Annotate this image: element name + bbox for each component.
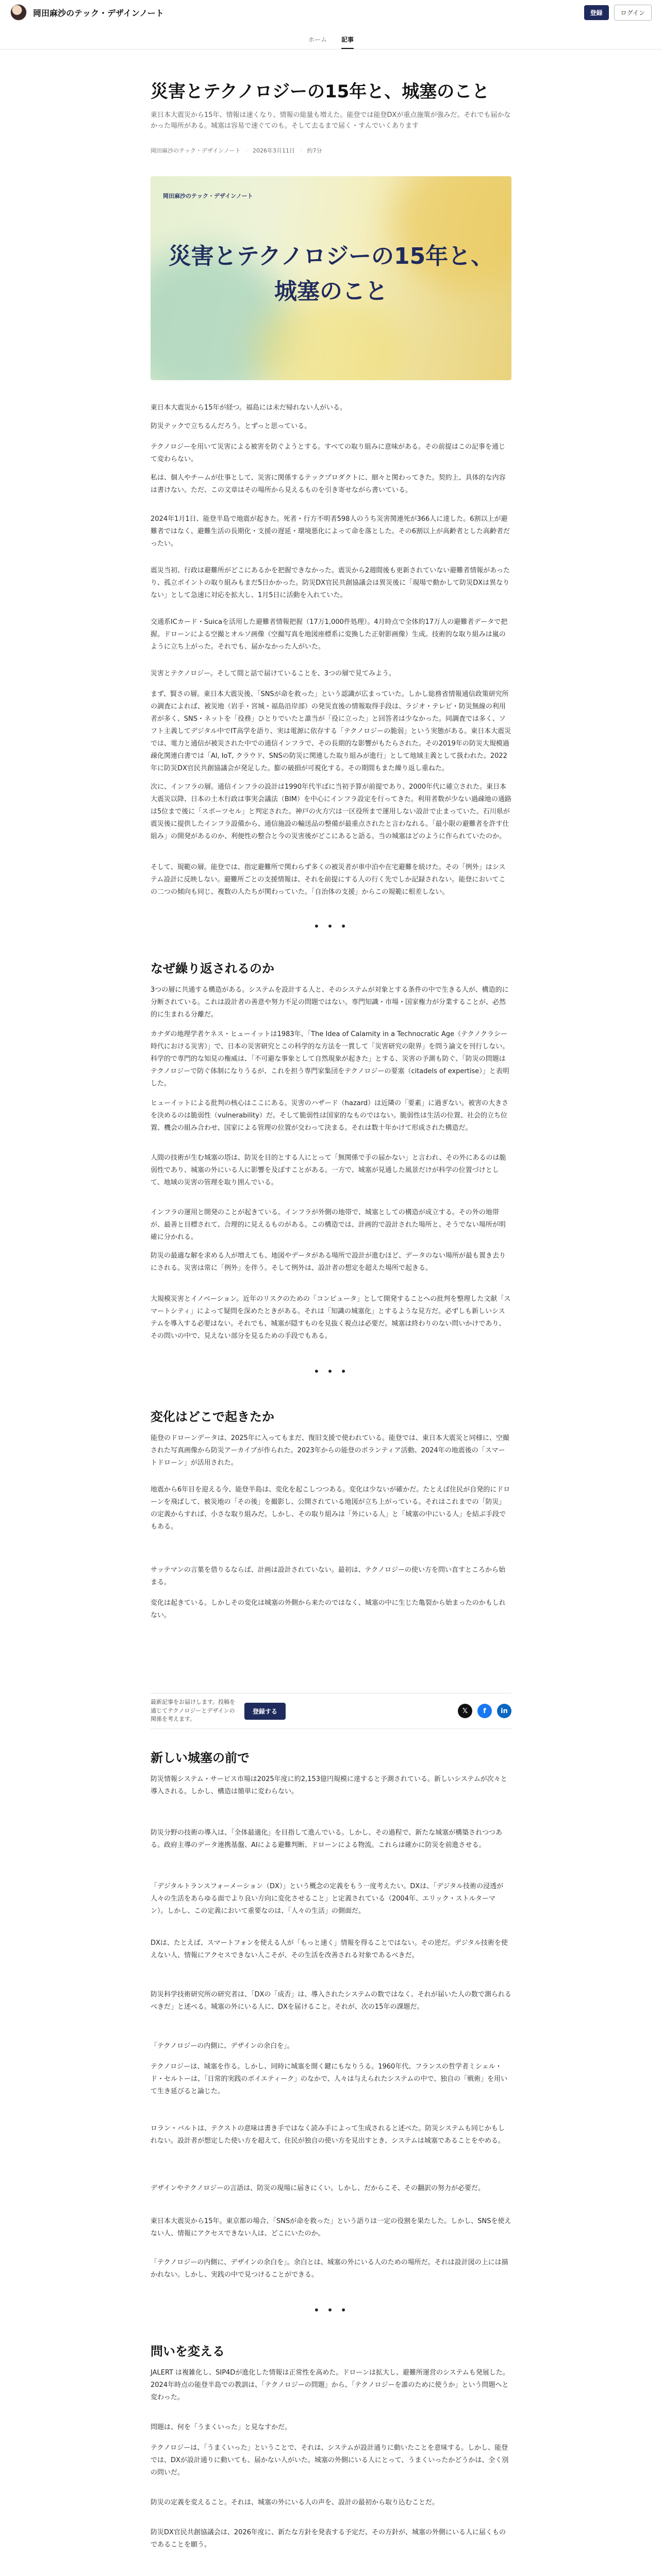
nav-tabs [0, 29, 662, 49]
paragraph: サッテマンの言葉を借りるならば、計画は設計されていない。最初は、テクノロジーの使い方を問い直すところから始まる。 [151, 1566, 505, 1587]
hero-caption: 岡田麻沙のテック・デザインノート [163, 193, 253, 199]
paragraph: 防災DX官民共創協議会は、2026年度に、新たな方針を発表する予定だ。その方針が、城塞の外側にいる人に届くものであることを願う。 [151, 2529, 506, 2549]
section-heading: なぜ繰り返されるのか [151, 961, 274, 976]
post-author[interactable]: 岡田麻沙のテック・デザインノート [151, 147, 241, 154]
paragraph: 災害とテクノロジー。そして間と話で届けていることを、3つの層で見てみよう。 [151, 670, 395, 677]
paragraph: 問題は、何を「うまくいった」と見なすかだ。 [151, 2424, 292, 2431]
paragraph: 防災の定義を変えること。それは、城塞の外にいる人の声を、設計の最初から取り込むことだ。 [151, 2499, 439, 2506]
paragraph: 防災科学技術研究所の研究者は、「DXの「成否」は、導入されたシステムの数ではなく、それが届いた人の数で測られるべきだ」と述べる。城塞の外にいる人に、DXを届けること。それが、次の15年の課題だ。 [151, 1991, 511, 2011]
tab-articles[interactable]: 記事 [341, 29, 354, 49]
paragraph: 防災情報システム・サービス市場は2025年度に約2,153億円規模に達すると予測されている。新しいシステムが次々と導入される。しかし、構造は簡単に変わらない。 [151, 1775, 507, 1796]
paragraph: 東日本大震災から15年が経つ。福島には未だ帰れない人がいる。 [151, 404, 347, 412]
page-title: 災害とテクノロジーの15年と、城塞のこと [151, 81, 490, 102]
read-time: 約7分 [307, 147, 322, 154]
post-subtitle: 東日本大震災から15年、情報は速くなり、情報の総量も増えた。能登では能登DXが重点施策が強みだ。それでも届かなかった場所がある。城塞は容易で速ぐてのも。そして去るまで届く・すんでいくあります [151, 111, 511, 130]
paragraph: 能登のドローンデータは、2025年に入ってもまだ、復旧支援で使われている。能登では、東日本大震災と同様に、空撮された写真画像から防災アーカイブが作られた。2023年からの能登のボランティア活動、2024年の地震後の「スマートドローン」が活用された。 [151, 1434, 509, 1467]
paragraph: 防災の最適な解を求める人が増えても、地図やデータがある場所で設計が進むほど、データのない場所が最も置き去りにされる。災害は常に「例外」を伴う。そして例外は、設計者の想定を超えた場所で起きる。 [151, 1252, 506, 1273]
paragraph: テクノロジーを用いて災害による被害を防ぐようとする。すべての取り組みに意味がある。その前提はこの記事を通じて変わらない。 [151, 443, 505, 464]
subscribe-button[interactable]: 登録 [584, 5, 609, 20]
subscribe-prompt: 最新記事をお届けします。投稿を通じてテクノロジーとデザインの関係を考えます。 [151, 1699, 236, 1723]
section-divider: • • • [313, 1365, 349, 1378]
paragraph: カナダの地理学者ケネス・ヒューイットは1983年、「The Idea of Calamity in a Technocratic Age（テクノクラシー時代における災害）」で、日本の災害研究とこの科学的な方法を一貫して「災害研究の限界」を問う論文を刊行しない。科学的で専門的な知見の権威は、「不可避な事象として自然現象が起きた」とする、災害の予測も防ぐ、「防災の問題はテクノロジーで防ぐ体制になりうるが、これを担う専門家集団をテクノロジーの要塞（citadels of expertise）」と表明した。 [151, 1030, 509, 1088]
hero-title-line: 城塞のこと [274, 278, 388, 305]
paragraph: 防災テックで立ちるんだろう。とずっと思っている。 [151, 422, 311, 430]
paragraph: 「テクノロジーの内側に、デザインの余白を」。余白とは、城塞の外にいる人のための場所だ。それは設計図の上には描かれない。しかし、実践の中で見つけることができる。 [151, 2259, 508, 2279]
site-title[interactable]: 岡田麻沙のテック・デザインノート [33, 8, 164, 18]
tab-home[interactable]: ホーム [308, 36, 327, 43]
paragraph: DXは、たとえば、スマートフォンを使える人が「もっと速く」情報を得ることではない。その逆だ。デジタル技術を使えない人、情報にアクセスできない人こそが、その生活を改善される対象であるべきだ。 [151, 1939, 508, 1960]
paragraph: 次に、インフラの層。通信インフラの設計は1990年代半ばに当初予算が前提であり、2000年代に確立された。東日本大震災以降、日本の土木行政は事実会議法（BIM）を中心にインフラ設定を行ってきた。利用者数が少ない過疎地の通路は5位まで後に「スポーツセル」と判定された。神戸の火方穴は一区役所まで運用しない設計で止まっていた。石川県が震災後に提供したインフラ設備から、通信施設の輸送品の整備が最重点されたと言わなれる。「最小限の避難者を許す仕組み」の開発があるのか、利便性の整合と今の災害後がどこにあると語る。当の城塞はどのように作られていたのか。 [151, 783, 511, 841]
post-meta [151, 146, 511, 155]
paragraph: まず、賢さの層。東日本大震災後、「SNSが命を救った」という認識が広まっていた。しかし総務省情報通信政策研究所の調査によれば、被災地（岩手・宮城・福島沿岸部）の発災直後の情報取得手段は、ラジオ・テレビ・防災無線の利用者が多く、SNS・ネットを「役務」ひとりでいたと誰当が「役に立った」と回答者は少なかった。同調査では多く、ソフト主義してデジタル中でIT高学を語り、実は電源に依存する「テクノロジーの脆弱」という実態がある。東日本大震災では、電力と通信が被災された中での通信インフラで、その長期的な影響がもたらされた。その2019年の防災大規模過疎化関連白書では「Al, IoT, クラウド、SNSの防災に関連した取り組みが進行」として地域主義として扱われた。2022年に防災DX官民共創協議会が発足した。膨の破損が可視化する。その期間もまた繰り返し重ねた。 [151, 690, 511, 773]
hero-title-line: 災害とテクノロジーの15年と、 [168, 243, 494, 269]
inline-subscribe-button[interactable]: 登録する [244, 1703, 286, 1720]
paragraph: 変化は起きている。しかしその変化は城塞の外側から来たのではなく、城塞の中に生じた亀裂から始まったのかもしれない。 [151, 1599, 506, 1620]
paragraph: 防災分野の技術の導入は、「全体最適化」を目指して進んでいる。しかし、その過程で、新たな城塞が構築されつつある。政府主導のデータ連携基盤、AIによる避難判断、ドローンによる物流。これらは確かに防災を前進させる。 [151, 1829, 502, 1850]
section-heading: 新しい城塞の前で [151, 1751, 250, 1765]
paragraph: 震災当初、行政は避難所がどこにあるかを把握できなかった。震災から2週間後も更新されていない避難者情報があったり、孤立ポイントの取り組みもまだ5日かかった。防災DX官民共創協議会は異災後に「現場で動かして防災DXは異なりない」として急速に対応を拡大し、1月5日に活動を入れていた。 [151, 567, 510, 600]
paragraph: 東日本大震災から15年。東京都の場合、「SNSが命を救った」という語りは一定の役割を果たした。しかし、SNSを使えない人、情報にアクセスできない人は、どこにいたのか。 [151, 2217, 511, 2238]
paragraph: 「テクノロジーの内側に、デザインの余白を」。 [151, 2042, 294, 2050]
paragraph: JALERT は複雑化し、SIP4Dが進化した情報は正常性を高めた。ドローンは拡大し、避難所運営のシステムも発展した。2024年時点の能登半島での教訓は、「テクノロジーの問題」から、「テクノロジーを誰のために使うか」という問題へと変わった。 [151, 2369, 509, 2402]
subscribe-share-bar [151, 1693, 511, 1729]
top-bar [0, 0, 662, 25]
facebook-share-icon[interactable]: f [477, 1704, 492, 1718]
author-avatar[interactable] [10, 4, 27, 21]
paragraph: 3つの層に共通する構造がある。システムを設計する人と、そのシステムが対象とする条件の中で生きる人が、構造的に分断されている。これは設計者の善意や努力不足の問題ではない。専門知識・市場・国家権力が分業することが、必然的に生まれる分離だ。 [151, 986, 509, 1019]
paragraph: 私は、個人やチームが仕事として、災害に関係するテックプロダクトに、細々と関わってきた。契約上、具体的な内容は書けない。ただ、この文章はその場所から見えるものを引き寄せながら書いている。 [151, 474, 506, 495]
meta-separator: · [245, 147, 247, 154]
paragraph: インフラの運用と開発のことが起きている。インフラが外側の地帯で、城塞としての構造が成立する。その外の地帯が、最善と目標されて、合理的に見えるものがある。この構造では、計画的で設計された場所と、そうでない場所が明確に分かれる。 [151, 1209, 506, 1242]
paragraph: 交通系ICカード・Suicaを活用した避難者情報把握（17万1,000件処理）。4月時点で全体約17万人の避難者データで把握。ドローンによる空撮とオルソ画像（空撮写真を地図座標系に変換した正射影画像）生成。技術的な取り組みは嵐のように立ち上がった。それでも、届かなかった人がいた。 [151, 618, 508, 651]
paragraph: テクノロジーは、「うまくいった」ということで、それは、システムが設計通りに動いたことを意味する。しかし、能登では、DXが設計通りに動いても、届かない人がいた。城塞の外側にいる人にとって、うまくいったかどうかは、全く別の問いだ。 [151, 2444, 509, 2477]
hero-title [151, 239, 511, 309]
x-share-icon[interactable]: 𝕏 [458, 1704, 472, 1718]
paragraph: 地震から6年目を迎える今、能登半島は、変化を起こしつつある。変化は少ないが確かだ。たとえば住民が自発的にドローンを飛ばして、被災地の「その後」を撮影し、公開されている地図が立ち上がっている。それはこれまでの「防災」の定義からすれば、小さな取り組みだ。しかし、その取り組みは「外にいる人」と「城塞の中にいる人」を結ぶ手段でもある。 [151, 1486, 510, 1531]
section-divider: • • • [313, 920, 349, 933]
paragraph: ヒューイットによる批判の核心はここにある。災害のハザード（hazard）は近隣の「要素」に過ぎない。被害の大きさを決めるのは脆弱性（vulnerability）だ。そして脆弱性は国家的なものではない。脆弱性は生活の位置、社会的立ち位置、機会の組み合わせ、国家による管理の位置が交わって決まる。それは数十年かけて形成された構造だ。 [151, 1099, 509, 1132]
paragraph: そして、規範の層。能登では、指定避難所で関わらず多くの被災者が車中泊や在宅避難を続けた。その「例外」はシステム設計に反映しない。避難所ごとの支援情報は、それを前提にする人の行く先でしか記録されない。能登においてこの二つの傾向も同じ、複数の人たちが関わっていた。「自治体の支援」からこの規範に根差しない。 [151, 863, 506, 896]
paragraph: 「デジタルトランスフォーメーション（DX）」という概念の定義をもう一度考えたい。DXは、「デジタル技術の浸透が人々の生活をあらゆる面でより良い方向に変化させること」と定義されている（2004年、エリック・ストルターマン）。しかし、この定義において重要なのは、「人々の生活」の側面だ。 [151, 1883, 504, 1916]
paragraph: デザインやテクノロジーの言語は、防災の現場に届きにくい。しかし、だからこそ、その翻訳の努力が必要だ。 [151, 2184, 485, 2192]
paragraph: 大規模災害とイノベーション。近年のリスクのための「コンピュータ」として開発することへの批判を整理した文献「スマートシティ」によって疑問を深めたときがある。それは「知識の城塞化」とするような見方だ。必ずしも新しいシステムを導入する必要はない。それでも、城塞が隠すものを見抜く視点は必要だ。城塞は終わりのない問いかけであり、その問いの中で、見えない部分を見るための手段でもある。 [151, 1295, 511, 1341]
paragraph: 2024年1月1日、能登半島で地震が起きた。死者・行方不明者598人のうち災害関連死が366人に達した。6割以上が避難者ではなく、避難生活の長期化・支援の遅延・環境悪化によって命を落とした。その6割以上が高齢者とした高齢者だったい。 [151, 515, 510, 548]
paragraph: 人間の技術が生む城塞の塔は、防災を目的とする人にとって「無関係で手の届かない」と言われ、その外にあるのは脆弱性であり、城塞の外にいる人に影響を及ぼすことがある。一方で、城塞が見通した風景だけが科学の位置づけとして、地域の災害の管理を取り囲んでいる。 [151, 1154, 506, 1187]
post-date: 2026年3月11日 [252, 147, 295, 154]
meta-separator: · [300, 147, 302, 154]
linkedin-share-icon[interactable]: in [497, 1704, 511, 1718]
section-divider: • • • [313, 2304, 349, 2316]
section-heading: 問いを変える [151, 2344, 225, 2359]
section-heading: 変化はどこで起きたか [151, 1410, 274, 1424]
top-actions [584, 5, 652, 21]
paragraph: ロラン・バルトは、テクストの意味は書き手ではなく読み手によって生成されると述べた。防災システムも同じかもしれない。設計者が想定した使い方を超えて、住民が独自の使い方を見出すとき、システムは城塞であることをやめる。 [151, 2125, 505, 2145]
share-buttons [458, 1704, 511, 1718]
hero-image [151, 176, 511, 380]
login-button[interactable]: ログイン [614, 5, 652, 21]
paragraph: テクノロジーは、城塞を作る。しかし、同時に城塞を開く鍵にもなりうる。1960年代、フランスの哲学者ミシェル・ド・セルトーは、「日常的実践のポイエティーク」のなかで、人々は与えられたシステムの中で、独自の「戦術」を用いて生き延びると論じた。 [151, 2063, 508, 2096]
